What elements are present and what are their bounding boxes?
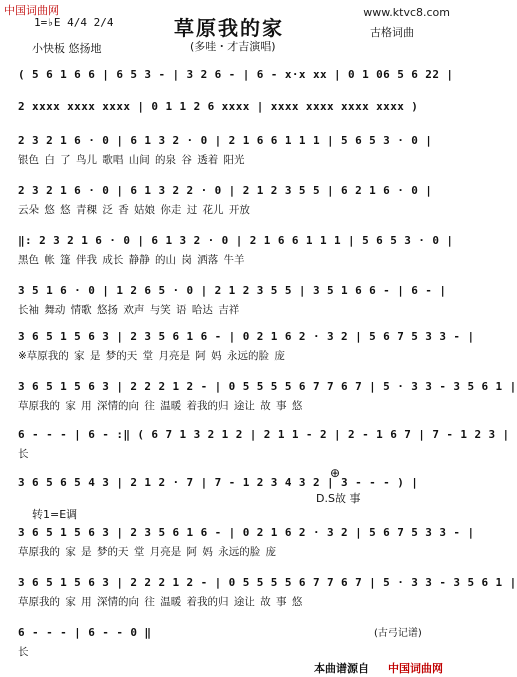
lyrics-row: 长 — [18, 448, 29, 460]
song-title: 草原我的家 — [174, 16, 284, 40]
lyrics-row: 草原我的 家 是 梦的天 堂 月亮是 阿 妈 永远的脸 庞 — [18, 546, 277, 558]
lyrics-row: 长 — [18, 646, 29, 658]
key-change-marking: 转1=E调 — [32, 508, 78, 521]
notation-row: 3 6 5 1 5 6 3 | 2 2 2 1 2 - | 0 5 5 5 5 6 7 7 6 7 | 5 · 3 3 - 3 5 6 1 | — [18, 380, 517, 393]
notation-row: 2 3 2 1 6 · 0 | 6 1 3 2 2 · 0 | 2 1 2 3 5 5 | 6 2 1 6 · 0 | — [18, 184, 433, 197]
lyrics-row: 云朵 悠 悠 青稞 泛 香 姑娘 你走 过 花儿 开放 — [18, 204, 250, 216]
transcriber-note: (古弓记谱) — [374, 628, 422, 639]
notation-row: 2 3 2 1 6 · 0 | 6 1 3 2 · 0 | 2 1 6 6 1 1 1 | 5 6 5 3 · 0 | — [18, 134, 433, 147]
notation-row: ‖: 2 3 2 1 6 · 0 | 6 1 3 2 · 0 | 2 1 6 6 1 1 1 | 5 6 5 3 · 0 | — [18, 234, 454, 247]
site-watermark-url: www.ktvc8.com — [363, 6, 450, 19]
notation-row: 3 5 1 6 · 0 | 1 2 6 5 · 0 | 2 1 2 3 5 5 | 3 5 1 6 6 - | 6 - | — [18, 284, 447, 297]
lyrics-row: 银色 白 了 鸟儿 歌唱 山间 的泉 谷 透着 阳光 — [18, 154, 245, 166]
notation-row: 3 6 5 1 5 6 3 | 2 3 5 6 1 6 - | 0 2 1 6 2 · 3 2 | 5 6 7 5 3 3 - | — [18, 526, 475, 539]
notation-row: 2 xxxx xxxx xxxx | 0 1 1 2 6 xxxx | xxxx xxxx xxxx xxxx ) — [18, 100, 419, 113]
lyrics-row: ※草原我的 家 是 梦的天 堂 月亮是 阿 妈 永远的脸 庞 — [18, 350, 285, 362]
notation-row: ( 5 6 1 6 6 | 6 5 3 - | 3 2 6 - | 6 - x·x xx | 0 1 06 5 6 22 | — [18, 68, 454, 81]
dal-segno-marking: D.S故 事 — [316, 492, 361, 505]
lyrics-row: 长袖 舞动 情歌 悠扬 欢声 与笑 语 哈达 吉祥 — [18, 304, 240, 316]
lyrics-row: 黑色 帐 篷 伴我 成长 静静 的山 岗 洒落 牛羊 — [18, 254, 245, 266]
notation-row: 6 - - - | 6 - :‖ ( 6 7 1 3 2 1 2 | 2 1 1 - 2 | 2 - 1 6 7 | 7 - 1 2 3 | — [18, 428, 510, 441]
notation-row: 3 6 5 6 5 4 3 | 2 1 2 · 7 | 7 - 1 2 3 4 3 2 | 3 - - - ) | — [18, 476, 419, 489]
notation-row: 3 6 5 1 5 6 3 | 2 2 2 1 2 - | 0 5 5 5 5 6 7 7 6 7 | 5 · 3 3 - 3 5 6 1 | — [18, 576, 517, 589]
footer-source-label: 本曲谱源自 — [314, 662, 369, 675]
performer-subtitle: (多哇・才吉演唱) — [190, 40, 276, 53]
notation-row: 6 - - - | 6 - - 0 ‖ — [18, 626, 152, 639]
composer-credit: 古格词曲 — [370, 26, 414, 39]
lyrics-row: 草原我的 家 用 深情的向 往 温暖 着我的归 途让 故 事 悠 — [18, 596, 303, 608]
key-signature: 1=♭E 4/4 2/4 — [34, 16, 114, 29]
notation-row: 3 6 5 1 5 6 3 | 2 3 5 6 1 6 - | 0 2 1 6 2 · 3 2 | 5 6 7 5 3 3 - | — [18, 330, 475, 343]
tempo-marking: 小快板 悠扬地 — [32, 42, 102, 55]
footer-source-site: 中国词曲网 — [388, 662, 443, 675]
coda-sign: ⊕ — [330, 466, 341, 480]
site-watermark-name: 中国词曲网 — [4, 4, 59, 17]
lyrics-row: 草原我的 家 用 深情的向 往 温暖 着我的归 途让 故 事 悠 — [18, 400, 303, 412]
